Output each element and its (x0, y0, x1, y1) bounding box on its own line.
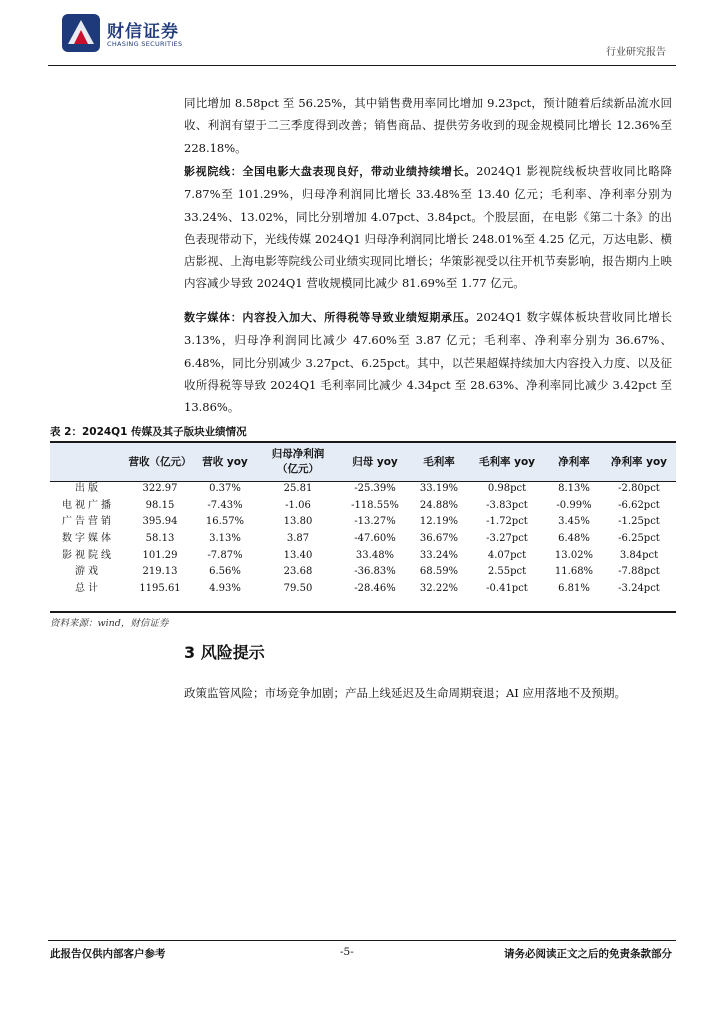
table-row-label: 出版 (75, 483, 101, 495)
table-cell: 58.13 (145, 533, 175, 545)
table-cell: -7.43% (207, 499, 243, 511)
table-cell: 36.67% (419, 533, 459, 545)
table-cell: 395.94 (142, 516, 178, 528)
table-cell: 13.40 (283, 549, 313, 561)
table-row (50, 581, 676, 598)
table-row (50, 514, 676, 531)
table-cell: -6.62pct (618, 499, 660, 511)
table-header-cell: 净利率 (558, 455, 590, 468)
table-cell: 12.19% (419, 516, 459, 528)
table-cell: 322.97 (142, 483, 178, 495)
table-cell: -13.27% (354, 516, 396, 528)
table-header-cell: 净利率 yoy (610, 455, 668, 468)
table-row-label: 总计 (75, 582, 101, 594)
table-cell: 0.37% (209, 483, 241, 495)
risk-text: 政策监管风险；市场竞争加剧；产品上线延迟及生命周期衰退；AI 应用落地不及预期。 (184, 686, 626, 700)
table-cell: 3.84pct (619, 549, 659, 561)
table-cell: -2.80pct (618, 483, 660, 495)
table-cell: -3.24pct (618, 582, 660, 594)
table-cell: 6.48% (558, 533, 590, 545)
paragraph-1 (184, 92, 672, 159)
table-cell: -25.39% (354, 483, 396, 495)
table-cell: -3.83pct (486, 499, 528, 511)
table-cell: -36.83% (354, 566, 396, 578)
table-cell: 2.55pct (487, 566, 527, 578)
footer-divider (48, 940, 676, 941)
table-header-cell: 营收（亿元） (128, 455, 192, 468)
page-number: -5- (340, 946, 354, 958)
paragraph-film-text: 2024Q1 影视院线板块营收同比略降 7.87%至 101.29%，归母净利润同比增长 33.48%至 13.40 亿元；毛利率、净利率分别为 33.24%、13.02%，同比分别增加 4.07pct、3.84pct。个股层面，在电影《第二十条》的出色表现带动下，光线传媒 2024Q1 归母净利润同比增长 248.01%至 4.25 亿元，万达电影、横店影视、上海电影等院线公司业绩实现同比增长；华策影视受以往开机节奏影响，报告期内上映内容减少导致 2024Q1 营收规模同比减少 81.69%至 1.77 亿元。 (184, 164, 673, 291)
table-bottom-rule (50, 611, 676, 613)
table-cell: 3.87 (286, 533, 310, 545)
table-cell: 3.13% (209, 533, 241, 545)
table-row-label: 广告营销 (62, 516, 114, 528)
table-row (50, 564, 676, 581)
table-cell: 4.07pct (487, 549, 527, 561)
table-header-cell: 归母净利润（亿元） (271, 448, 325, 475)
paragraph-film (184, 160, 672, 295)
table-row (50, 498, 676, 515)
chasing-logo-icon (62, 14, 100, 52)
table-cell: 33.48% (355, 549, 395, 561)
table-cell: -1.72pct (486, 516, 528, 528)
table-cell: -1.25pct (618, 516, 660, 528)
table-cell: -0.41pct (486, 582, 528, 594)
table-header-cell: 营收 yoy (202, 455, 248, 468)
table-header-cell: 毛利率 yoy (478, 455, 536, 468)
table-cell: 68.59% (419, 566, 459, 578)
footer-disclaimer: 请务必阅读正文之后的免责条款部分 (504, 948, 672, 960)
table-row (50, 481, 676, 498)
table-cell: 79.50 (283, 582, 313, 594)
table-cell: 23.68 (283, 566, 313, 578)
logo-english-name: CHASING SECURITIES (107, 40, 183, 48)
table-cell: 4.93% (209, 582, 241, 594)
logo-chinese-name: 财信证券 (107, 22, 179, 42)
table-cell: -6.25pct (618, 533, 660, 545)
table-cell: 98.15 (145, 499, 175, 511)
table-cell: 6.81% (558, 582, 590, 594)
table-cell: 32.22% (419, 582, 459, 594)
table-cell: 16.57% (205, 516, 245, 528)
table-cell: 1195.61 (139, 582, 181, 594)
table-cell: 33.24% (419, 549, 459, 561)
table-cell: -3.27pct (486, 533, 528, 545)
table-cell: 33.19% (419, 483, 459, 495)
table-cell: 3.45% (558, 516, 590, 528)
table-row-label: 数字媒体 (62, 533, 114, 545)
table-header-cell (50, 443, 126, 481)
company-logo (62, 14, 222, 54)
table-row (50, 547, 676, 564)
paragraph-digital-lead: 数字媒体：内容投入加大、所得税等导致业绩短期承压。 (184, 311, 477, 324)
table-cell: 24.88% (419, 499, 459, 511)
table-cell: 8.13% (558, 483, 590, 495)
performance-table (50, 443, 676, 597)
table-cell: 13.80 (283, 516, 313, 528)
table-row-label: 电视广播 (62, 499, 114, 511)
table-title: 表 2：2024Q1 传媒及其子版块业绩情况 (50, 426, 247, 438)
table-cell: -1.06 (285, 499, 311, 511)
header-divider (48, 65, 676, 66)
table-header-cell: 毛利率 (423, 455, 455, 468)
section-heading: 3 风险提示 (184, 643, 265, 662)
table-cell: 0.98pct (487, 483, 527, 495)
risk-paragraph (184, 682, 672, 704)
table-cell: 11.68% (554, 566, 594, 578)
table-row-label: 游戏 (75, 566, 101, 578)
paragraph-digital-media (184, 306, 672, 418)
table-cell: 25.81 (283, 483, 313, 495)
table-cell: -47.60% (354, 533, 396, 545)
footer-notice: 此报告仅供内部客户参考 (50, 948, 166, 960)
table-row (50, 531, 676, 548)
table-header-row (50, 443, 676, 481)
paragraph-film-lead: 影视院线：全国电影大盘表现良好，带动业绩持续增长。 (184, 165, 477, 178)
report-type-label: 行业研究报告 (606, 47, 666, 58)
table-source-note: 资料来源：wind，财信证券 (50, 618, 169, 629)
table-cell: 6.56% (209, 566, 241, 578)
table-cell: -0.99% (556, 499, 592, 511)
table-cell: -28.46% (354, 582, 396, 594)
paragraph-1-text: 同比增加 8.58pct 至 56.25%，其中销售费用率同比增加 9.23pct，预计随着后续新品流水回收、利润有望于二三季度得到改善；销售商品、提供劳务收到的现金规模同比增长 12.36%至 228.18%。 (184, 96, 672, 155)
table-cell: 101.29 (142, 549, 178, 561)
paragraph-digital-text: 2024Q1 数字媒体板块营收同比增长 3.13%，归母净利润同比减少 47.60%至 3.87 亿元；毛利率、净利率分别为 36.67%、6.48%，同比分别减少 3.27pct、6.25pct。其中，以芒果超媒持续加大内容投入力度、以及征收所得税等导致 2024Q1 毛利率同比减少 4.34pct 至 28.63%、净利率同比减少 3.42pct 至 13.86%。 (184, 310, 673, 415)
table-cell: 219.13 (142, 566, 178, 578)
table-cell: -7.87% (207, 549, 243, 561)
table-header-cell: 归母 yoy (352, 455, 398, 468)
table-cell: -118.55% (351, 499, 399, 511)
table-row-label: 影视院线 (62, 549, 114, 561)
table-cell: 13.02% (554, 549, 594, 561)
table-cell: -7.88pct (618, 566, 660, 578)
